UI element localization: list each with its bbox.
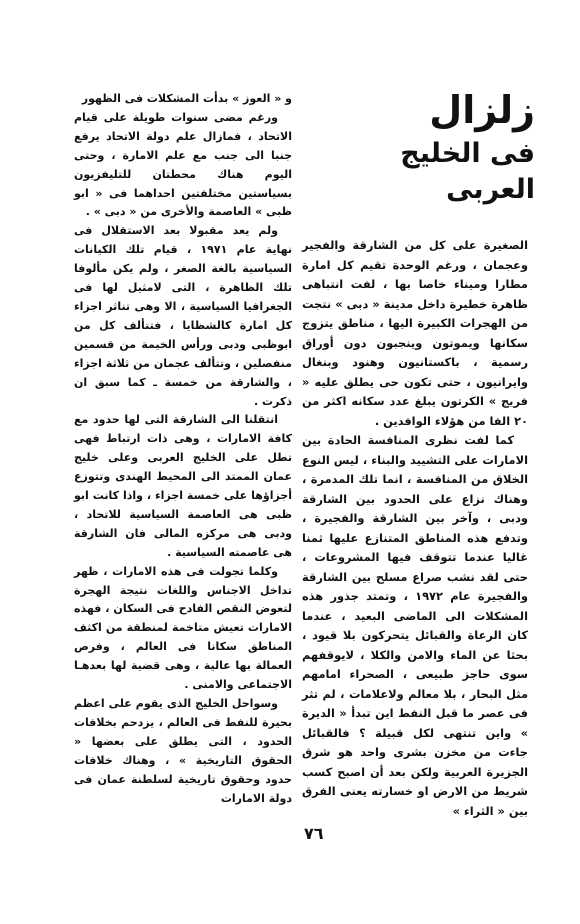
paragraph: ولم يعد مقبولا بعد الاستقلال فى نهاية عام ١٩٧١ ، قيام تلك الكيانات السياسية بالغة الصغر ، ولم يكن مألوفا تلك الظاهرة ، التى لامثيل لها فى الجغرافيا السياسية ، الا وهى تناثر اجزاء كل امارة كالشظايا ، فتتألف كل من ابوظبى ودبى ورأس الخيمة من قسمين منفصلين ، وتتألف عجمان من ثلاثة اجزاء ، والشارقة من خمسة ـ كما سبق ان ذكرت .: [74, 224, 292, 408]
page-number: ٧٦: [304, 824, 324, 843]
paragraph: ورغم مضى سنوات طويلة على قيام الاتحاد ، فمازال علم دولة الاتحاد يرفع جنبا الى جنب مع علم الامارة ، وحتى اليوم هناك محطتان للتليفزيون بسياستين مختلفتين احداهما فى « ابو ظبى » العاصمة والأخرى من « دبى » .: [74, 110, 292, 219]
paragraph: كما لفت نظرى المنافسة الحادة بين الامارات على التشييد والبناء ، ليس النوع الخلاق من المنافسة ، انما تلك المدمرة ، وهناك نزاع على الحدود بين الشارقة ودبى ، وآخر بين الشارقة والفجيرة ، وتدفع هذه المناطق المتنازع عليها ثمنا غاليا عندما تتوقف فيها المشروعات ، حتى لقد نشب صراع مسلح بين الشارقة والفجيرة عام ١٩٧٢ ، وتمتد جذور هذه المشكلات الى الماضى البعيد ، عندما كان الرعاة والقبائل يتحركون بلا قيود ، بحثا عن الماء والامن والكلا ، لايوقفهم سوى حاجز طبيعى ، الصحراء امامهم مثل البحار ، بلا معالم ولاعلامات ، لم تثر فى عصر ما قبل النفط اين تبدأ « الديرة » واين تنتهى لكل قبيلة ؟ فالقبائل جاءت من مخزن بشرى واحد هو شرق الجزيرة العربية ولكن بعد أن اصبح كسب شريط من الارض او خسارته يعنى الفرق بين « الثراء »: [302, 433, 528, 818]
left-text-column: [74, 90, 292, 808]
paragraph: و « العوز » بدأت المشكلات فى الظهور: [81, 92, 292, 105]
article-title-block: [325, 88, 535, 208]
paragraph: انتقلنا الى الشارقة التى لها حدود مع كافة الامارات ، وهى ذات ارتباط فهى تطل على الخليج العربى وعلى خليج عمان الممتد الى المحيط الهندى وتتوزع أجزاؤها على خمسة اجزاء ، واذا كانت ابو ظبى هى العاصمة السياسية للاتحاد ، ودبى هى مركزه المالى فان الشارقة هى عاصمته السياسية .: [74, 413, 292, 559]
article-title: زلزال: [429, 88, 535, 132]
article-subtitle: فى الخليج العربى: [400, 138, 535, 205]
paragraph: وكلما تجولت فى هذه الامارات ، ظهر تداخل الاجناس واللغات نتيجة الهجرة لتعوض النقص الفادح فى السكان ، فهذه الامارات تعيش متاخمة لمنطقة من اكثف المناطق سكانا فى العالم ، وفرص العمالة بها عالية ، وهى قضية لها بعدهـا الاجتماعى والامنى .: [74, 564, 292, 692]
paragraph: الصغيرة على كل من الشارقة والفجير وعجمان ، ورغم الوحدة تقيم كل امارة مطارا وميناء خاصا بها ، لفت انتباهى ظاهرة خطيرة داخل مدينة « دبى » نتجت من الهجرات الكبيرة اليها ، مناطق يتزوج سكانها ويموتون وينجبون دون أوراق رسمية ، باكستانيون وهنود وبنغال وايرانيون ، حتى تكون حى يطلق عليه « فريج » الكرتون يبلغ عدد سكانه اكثر من ٢٠ الفا من هؤلاء الوافدين .: [302, 238, 528, 428]
right-text-column: [302, 236, 528, 821]
paragraph: وسواحل الخليج الذى يقوم على اعظم بحيرة للنفط فى العالم ، يزدحم بخلافات الحدود ، التى يطلق على بعضها « الحقوق التاريخية » ، وهناك خلافات حدود وحقوق تاريخية لسلطنة عمان فى دولة الامارات: [74, 697, 292, 805]
